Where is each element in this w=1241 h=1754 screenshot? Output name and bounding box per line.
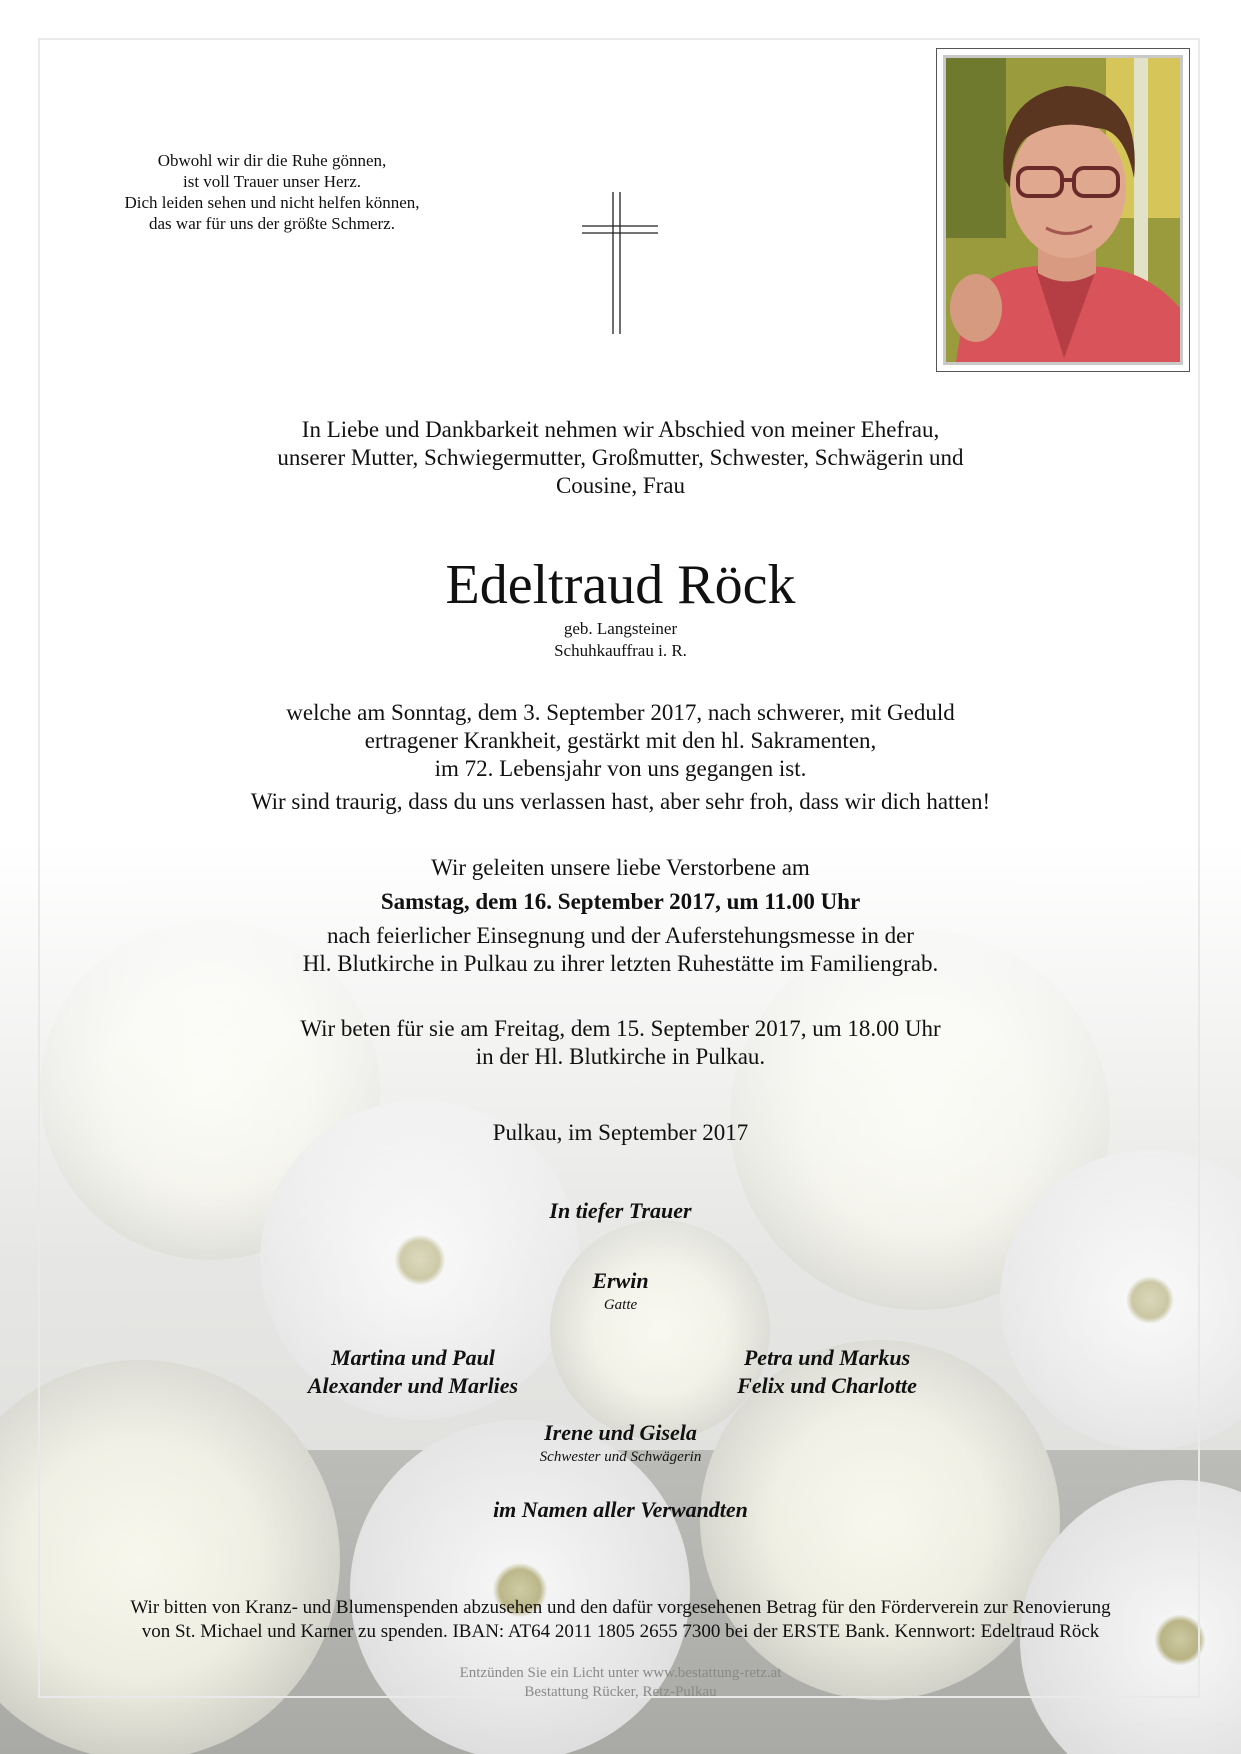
birth-name: geb. Langsteiner (563, 619, 678, 638)
cross-icon (582, 192, 658, 334)
funeral-details (0, 922, 1241, 978)
mourning-heading: In tiefer Trauer (549, 1198, 692, 1223)
funeral-line: nach feierlicher Einsegnung und der Auferstehungsmesse in der (327, 923, 914, 948)
passing-line: welche am Sonntag, dem 3. September 2017, nach schwerer, mit Geduld (286, 700, 955, 725)
family-entry: Martina und Paul (331, 1345, 495, 1370)
poem-line: ist voll Trauer unser Herz. (182, 172, 361, 191)
poem (92, 150, 452, 234)
intro-text (0, 416, 1241, 500)
family-entry: Felix und Charlotte (737, 1373, 917, 1398)
occupation: Schuhkauffrau i. R. (554, 641, 687, 660)
siblings-role: Schwester und Schwägerin (539, 1449, 702, 1465)
funeral-line: Hl. Blutkirche in Pulkau zu ihrer letzten Ruhestätte im Familiengrab. (302, 951, 939, 976)
portrait-photo (946, 58, 1180, 362)
deceased-name: Edeltraud Röck (445, 554, 796, 616)
intro-line: Cousine, Frau (555, 473, 686, 498)
footer (0, 1664, 1241, 1702)
portrait-frame (936, 48, 1190, 372)
donation-line: Wir bitten von Kranz- und Blumenspenden abzusehen und den dafür vorgesehenen Betrag für den Förderverein zur Renovierung (130, 1597, 1111, 1618)
intro-line: In Liebe und Dankbarkeit nehmen wir Abschied von meiner Ehefrau, (301, 417, 940, 442)
footer-line: Entzünden Sie ein Licht unter www.bestattung-retz.at (459, 1665, 782, 1681)
intro-line: unserer Mutter, Schwiegermutter, Großmutter, Schwester, Schwägerin und (277, 445, 964, 470)
prayer-line: in der Hl. Blutkirche in Pulkau. (475, 1044, 766, 1069)
funeral-intro: Wir geleiten unsere liebe Verstorbene am (431, 855, 810, 880)
relatives-closing: im Namen aller Verwandten (493, 1497, 748, 1522)
donation-line: von St. Michael und Karner zu spenden. IBAN: AT64 2011 1805 2655 7300 bei der ERSTE Bank. Kennwort: Edeltraud Röck (141, 1621, 1100, 1642)
passing-line: ertragener Krankheit, gestärkt mit den hl. Sakramenten, (364, 728, 877, 753)
poem-line: Dich leiden sehen und nicht helfen können, (124, 193, 420, 212)
passing-line: im 72. Lebensjahr von uns gegangen ist. (434, 756, 807, 781)
poem-line: das war für uns der größte Schmerz. (149, 214, 395, 233)
funeral-date: Samstag, dem 16. September 2017, um 11.00 Uhr (380, 889, 861, 914)
spouse-role: Gatte (603, 1297, 638, 1313)
passing-text (0, 699, 1241, 783)
prayer-line: Wir beten für sie am Freitag, dem 15. September 2017, um 18.00 Uhr (300, 1016, 941, 1041)
deceased-details (0, 618, 1241, 662)
family-left (213, 1344, 613, 1400)
siblings-name: Irene und Gisela (544, 1420, 697, 1445)
footer-line: Bestattung Rücker, Retz-Pulkau (524, 1684, 717, 1700)
thanks-text: Wir sind traurig, dass du uns verlassen hast, aber sehr froh, dass wir dich hatten! (250, 789, 991, 814)
prayer-text (0, 1015, 1241, 1071)
poem-line: Obwohl wir dir die Ruhe gönnen, (157, 151, 387, 170)
portrait-mat (943, 55, 1183, 365)
spouse-name: Erwin (592, 1268, 649, 1293)
place-date: Pulkau, im September 2017 (492, 1120, 749, 1145)
donation-note (0, 1596, 1241, 1644)
family-entry: Alexander und Marlies (307, 1373, 519, 1398)
family-right (627, 1344, 1027, 1400)
family-entry: Petra und Markus (743, 1345, 911, 1370)
